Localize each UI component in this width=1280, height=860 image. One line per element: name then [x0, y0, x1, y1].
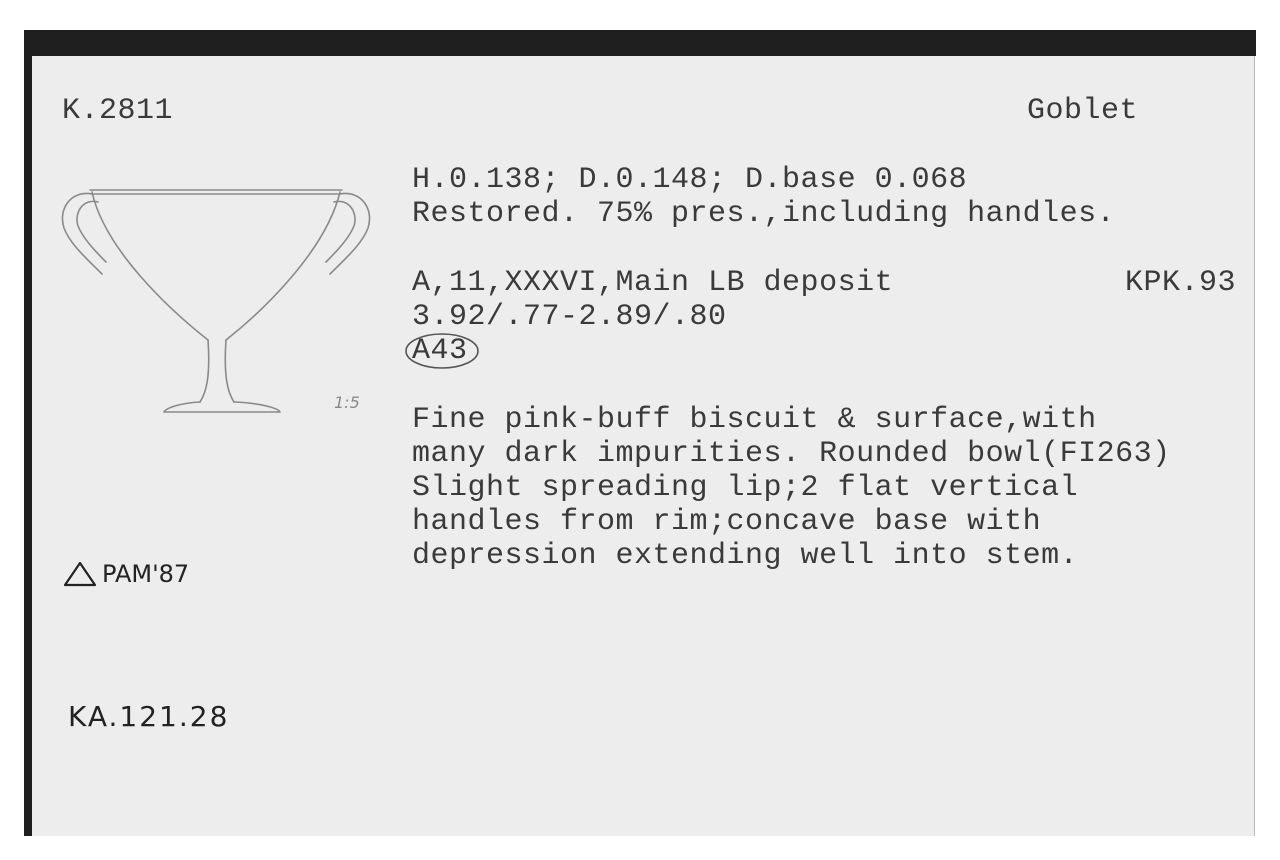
findspot-line: A,11,XXXVI,Main LB deposit — [412, 266, 894, 300]
triangle-icon — [62, 560, 98, 588]
description-line-5: depression extending well into stem. — [412, 539, 1079, 573]
description-line-2: many dark impurities. Rounded bowl(FΙ263) — [412, 437, 1171, 471]
preservation-line: Restored. 75% pres.,including handles. — [412, 197, 1116, 231]
scan-left-border — [24, 30, 32, 836]
coordinates-line: 3.92/.77-2.89/.80 — [412, 300, 727, 334]
goblet-sketch — [50, 180, 390, 420]
description-line-1: Fine pink-buff biscuit & surface,with — [412, 403, 1097, 437]
scan-top-border — [24, 30, 1256, 56]
accession-number: K.2811 — [62, 94, 174, 128]
object-type: Goblet — [1027, 94, 1139, 128]
description-line-3: Slight spreading lip;2 flat vertical — [412, 471, 1079, 505]
hand-drawn-circle — [402, 330, 488, 372]
catalog-number: KA.121.28 — [68, 700, 230, 733]
circled-reference: A43 — [412, 334, 468, 368]
description-line-4: handles from rim;concave base with — [412, 505, 1042, 539]
scale-note: 1:5 — [334, 393, 360, 412]
kpk-number: KPK.93 — [1125, 266, 1237, 300]
dimensions-line: H.0.138; D.0.148; D.base 0.068 — [412, 163, 968, 197]
photo-note: PAM'87 — [102, 560, 190, 588]
